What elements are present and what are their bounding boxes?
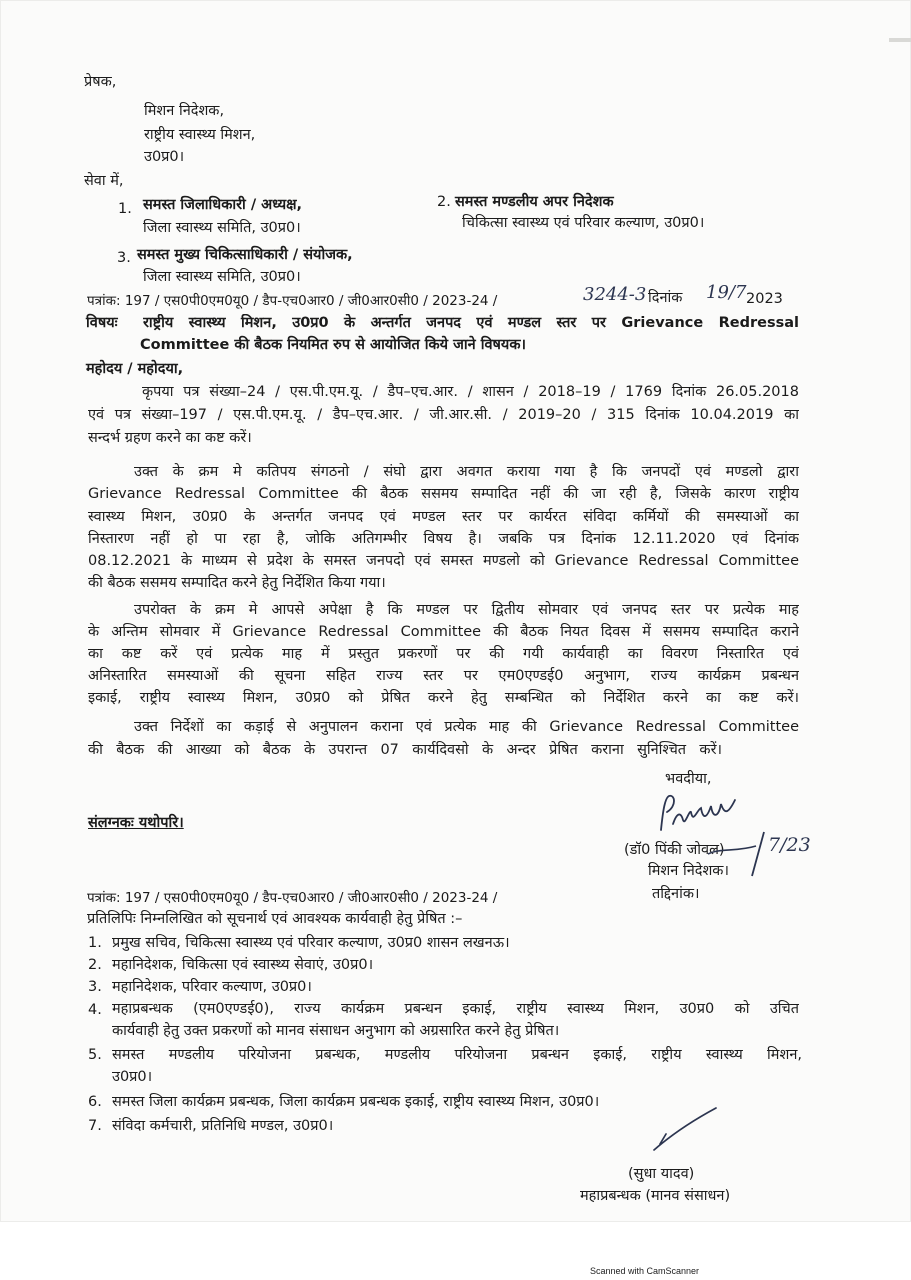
signatory-1-handwritten-date: 7/23 [768, 834, 811, 856]
recipient-3-num: 3. [117, 250, 131, 266]
attachment-note: संलग्नकः यथोपरि। [88, 815, 184, 831]
recipient-3-title: समस्त मुख्य चिकित्साधिकारी / संयोजक, [137, 247, 353, 263]
recipient-3-sub: जिला स्वास्थ्य समिति, उ0प्र0। [143, 269, 301, 285]
copy-item-num: 5. [88, 1047, 102, 1063]
paragraph-2-line: की बैठक ससमय सम्पादित करने हेतु निर्देशित किया गया। [88, 575, 386, 591]
recipient-2-sub: चिकित्सा स्वास्थ्य एवं परिवार कल्याण, उ0प्र0। [462, 215, 705, 231]
sender-office: राष्ट्रीय स्वास्थ्य मिशन, [144, 127, 256, 143]
paragraph-3-line: उपरोक्त के क्रम मे आपसे अपेक्षा है कि मण्डल पर द्वितीय सोमवार एवं जनपद स्तर पर प्रत्येक माह [134, 602, 799, 618]
copy-item: उ0प्र0। [112, 1069, 153, 1085]
letter-date-label: दिनांक [648, 290, 683, 306]
to-label: सेवा में, [84, 173, 124, 189]
subject-line-1: राष्ट्रीय स्वास्थ्य मिशन, उ0प्र0 के अन्तर्गत जनपद एवं मण्डल स्तर पर Grievance Redressal [143, 315, 799, 331]
handwritten-letter-date: 19/7 [706, 282, 747, 303]
paragraph-3-line: के अन्तिम सोमवार में Grievance Redressal Committee की बैठक नियत दिवस में ससमय सम्पादित कराने [88, 624, 799, 640]
copy-item: समस्त मण्डलीय परियोजना प्रबन्धक, मण्डलीय परियोजना प्रबन्धन इकाई, राष्ट्रीय स्वास्थ्य मिशन, [112, 1047, 802, 1063]
signature-mission-director [655, 790, 745, 845]
copy-item: महानिदेशक, परिवार कल्याण, उ0प्र0। [112, 979, 312, 995]
recipient-1-title: समस्त जिलाधिकारी / अध्यक्ष, [143, 197, 303, 213]
salutation: महोदय / महोदया, [86, 361, 184, 377]
copy-item-num: 3. [88, 979, 102, 995]
paragraph-2-line: स्वास्थ्य मिशन, उ0प्र0 के अन्तर्गत जनपद एवं मण्डल स्तर पर कार्यरत संविदा कर्मियों की समस्याओं का [88, 509, 799, 525]
recipient-2-title: समस्त मण्डलीय अपर निदेशक [455, 194, 614, 210]
paragraph-4-line: की बैठक की आख्या को बैठक के उपरान्त 07 कार्यदिवसो के अन्दर प्रेषित कराना सुनिश्चित करें। [88, 742, 722, 758]
sender-designation: मिशन निदेशक, [144, 103, 225, 119]
copy-item: संविदा कर्मचारी, प्रतिनिधि मण्डल, उ0प्र0। [112, 1118, 334, 1134]
recipient-1-num: 1. [118, 201, 132, 217]
subject-line-2: Committee की बैठक नियमित रुप से आयोजित किये जाने विषयक। [140, 337, 526, 353]
paragraph-3-line: का कष्ट करें एवं प्रत्येक माह में प्रस्तुत प्रकरणों पर की गयी कार्यवाही का विवरण निस्तारित एवं [88, 646, 799, 662]
paragraph-1-line: कृपया पत्र संख्या–24 / एस.पी.एम.यू. / डैप–एच.आर. / शासन / 2018–19 / 1769 दिनांक 26.05.2018 [142, 384, 799, 400]
copy-item: प्रमुख सचिव, चिकित्सा स्वास्थ्य एवं परिवार कल्याण, उ0प्र0 शासन लखनऊ। [112, 935, 510, 951]
copy-item: महाप्रबन्धक (एम0एण्डई0), राज्य कार्यक्रम प्रबन्धन इकाई, राष्ट्रीय स्वास्थ्य मिशन, उ0प्र0 को उचित [112, 1001, 799, 1017]
copy-item-num: 6. [88, 1094, 102, 1110]
paragraph-4-line: उक्त निर्देशों का कड़ाई से अनुपालन कराना एवं प्रत्येक माह की Grievance Redressal Committee [134, 719, 799, 735]
signature-general-manager [650, 1104, 720, 1154]
paragraph-2-line: उक्त के क्रम मे कतिपय संगठनो / संघो द्वारा अवगत कराया गया है कि जनपदों एवं मण्डलो द्वारा [134, 464, 799, 480]
paragraph-1-line: एवं पत्र संख्या–197 / एस.पी.एम.यू. / डैप–एच.आर. / जी.आर.सी. / 2019–20 / 315 दिनांक 10.04.2019 का [88, 407, 799, 423]
copy-item-num: 2. [88, 957, 102, 973]
copy-item-num: 4. [88, 1002, 102, 1018]
subject-label: विषयः [86, 315, 118, 331]
recipient-1-sub: जिला स्वास्थ्य समिति, उ0प्र0। [143, 220, 301, 236]
paragraph-3-line: इकाई, राष्ट्रीय स्वास्थ्य मिशन, उ0प्र0 को प्रेषित करने हेतु सम्बन्धित को निर्देशित करने का कष्ट करें। [88, 690, 799, 706]
copy-item: महानिदेशक, चिकित्सा एवं स्वास्थ्य सेवाएं, उ0प्र0। [112, 957, 374, 973]
copy-reference: पत्रांक: 197 / एस0पी0एम0यू0 / डैप-एच0आर0 / जी0आर0सी0 / 2023-24 / [87, 890, 498, 906]
sender-label: प्रेषक, [84, 74, 117, 90]
signatory-2-name: (सुधा यादव) [628, 1166, 695, 1182]
paragraph-2-line: Grievance Redressal Committee की बैठक ससमय सम्पादित नहीं की जा रही है, जिसके कारण राष्ट्रीय [88, 486, 799, 502]
signatory-1-designation: मिशन निदेशक। [648, 863, 729, 879]
scan-footer-area [0, 1222, 911, 1280]
copy-item: समस्त जिला कार्यक्रम प्रबन्धक, जिला कार्यक्रम प्रबन्धक इकाई, राष्ट्रीय स्वास्थ्य मिशन, उ0प्र0। [112, 1094, 600, 1110]
signatory-2-designation: महाप्रबन्धक (मानव संसाधन) [580, 1188, 731, 1204]
paragraph-2-line: 08.12.2021 के माध्यम से प्रदेश के समस्त जनपदो एवं समस्त मण्डलो को Grievance Redressal Committee [88, 553, 799, 569]
letter-year: 2023 [746, 291, 783, 307]
paragraph-1-line: सन्दर्भ ग्रहण करने का कष्ट करें। [88, 430, 252, 446]
same-date-note: तद्दिनांक। [652, 886, 700, 902]
date-slash-mark [748, 830, 770, 880]
sender-state: उ0प्र0। [144, 149, 185, 165]
copy-item: कार्यवाही हेतु उक्त प्रकरणों को मानव संसाधन अनुभाग को अग्रसारित करने हेतु प्रेषित। [112, 1023, 560, 1039]
letter-reference: पत्रांक: 197 / एस0पी0एम0यू0 / डैप-एच0आर0 / जी0आर0सी0 / 2023-24 / [87, 293, 498, 309]
copy-item-num: 1. [88, 935, 102, 951]
scanner-watermark: Scanned with CamScanner [590, 1266, 700, 1276]
copy-item-num: 7. [88, 1118, 102, 1134]
recipient-2-num: 2. [437, 194, 451, 210]
paragraph-3-line: अनिस्तारित समस्याओं की सूचना सहित राज्य स्तर पर एम0एण्डई0 अनुभाग, राज्य कार्यक्रम प्रबन्धन [88, 668, 799, 684]
scan-edge-mark [889, 38, 911, 42]
handwritten-letter-number: 3244-3 [583, 284, 647, 305]
paragraph-2-line: निस्तारण नहीं हो पा रहा है, जोकि अतिगम्भीर विषय है। जबकि पत्र दिनांक 12.11.2020 एवं दिनांक [88, 531, 799, 547]
closing: भवदीया, [665, 771, 712, 787]
signatory-1-name: (डॉ0 पिंकी जोवल) [624, 842, 725, 858]
copy-intro: प्रतिलिपिः निम्नलिखित को सूचनार्थ एवं आवश्यक कार्यवाही हेतु प्रेषित :– [87, 911, 463, 927]
